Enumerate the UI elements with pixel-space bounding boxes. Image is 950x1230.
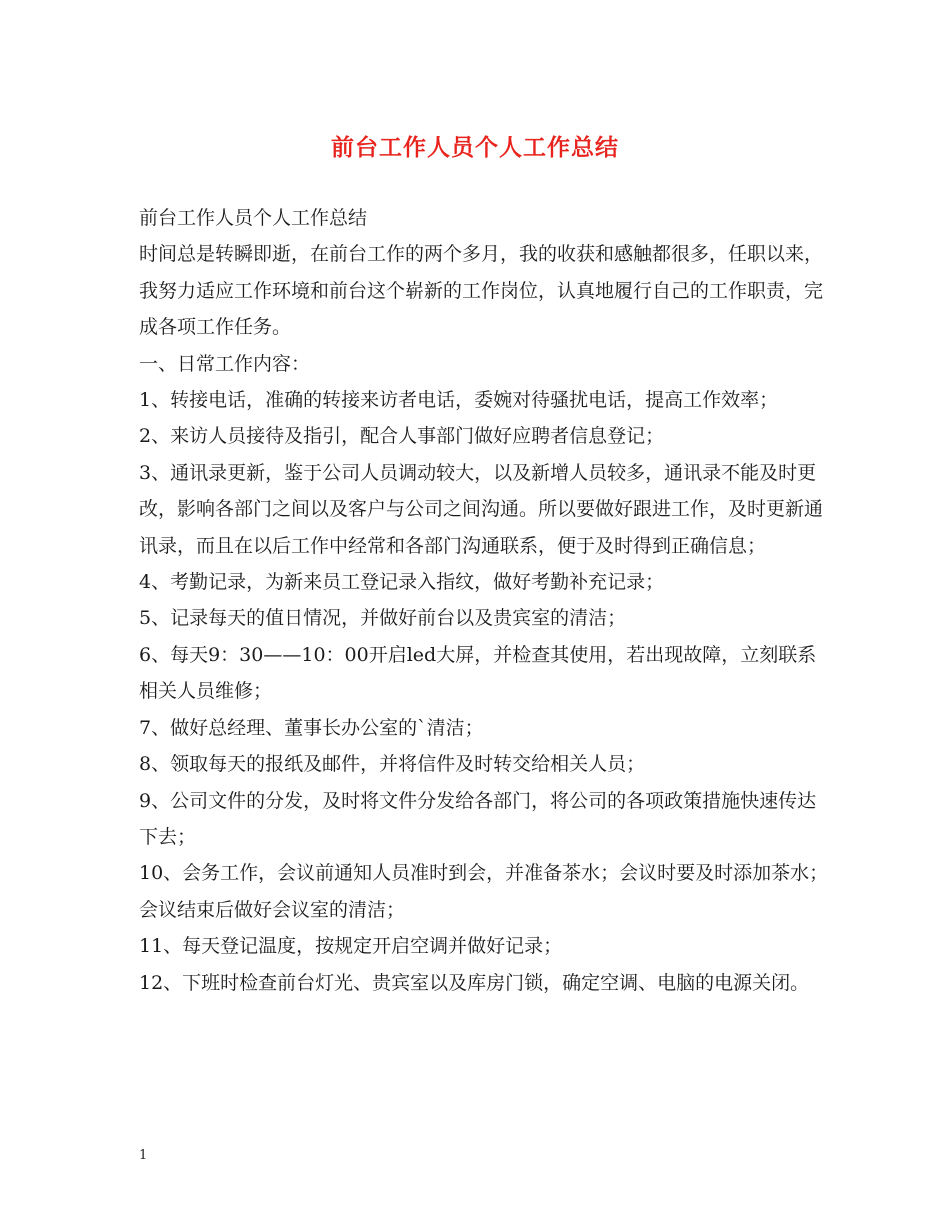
list-item: 4、考勤记录，为新来员工登记录入指纹，做好考勤补充记录； — [139, 571, 665, 594]
document-body — [139, 200, 829, 1001]
document-title: 前台工作人员个人工作总结 — [331, 134, 619, 161]
list-item: 1、转接电话，准确的转接来访者电话，委婉对待骚扰电话，提高工作效率； — [139, 389, 779, 412]
paragraph-intro: 时间总是转瞬即逝，在前台工作的两个多月，我的收获和感触都很多，任职以来，我努力适应工作环境和前台这个崭新的工作岗位，认真地履行自己的工作职责，完成各项工作任务。 — [139, 243, 824, 339]
list-item: 8、领取每天的报纸及邮件，并将信件及时转交给相关人员； — [139, 753, 646, 776]
section-heading-daily-work: 一、日常工作内容： — [139, 352, 311, 375]
page-number: 1 — [139, 1148, 148, 1163]
list-item: 6、每天9：30——10：00开启led大屏，并检查其使用，若出现故障，立刻联系相关人员维修； — [139, 643, 817, 703]
list-item: 11、每天登记温度，按规定开启空调并做好记录； — [139, 935, 563, 958]
paragraph-subtitle: 前台工作人员个人工作总结 — [139, 207, 368, 229]
list-item: 3、通讯录更新，鉴于公司人员调动较大，以及新增人员较多，通讯录不能及时更改，影响各部门之间以及客户与公司之间沟通。所以要做好跟进工作，及时更新通讯录，而且在以后工作中经常和各部门沟通联系，便于及时得到正确信息； — [139, 461, 824, 557]
list-item: 5、记录每天的值日情况，并做好前台以及贵宾室的清洁； — [139, 607, 627, 630]
list-item: 10、会务工作，会议前通知人员准时到会，并准备茶水；会议时要及时添加茶水；会议结束后做好会议室的清洁； — [139, 862, 829, 921]
list-item: 7、做好总经理、董事长办公室的`清洁； — [139, 716, 484, 739]
list-item: 2、来访人员接待及指引，配合人事部门做好应聘者信息登记； — [139, 425, 665, 448]
list-item: 12、下班时检查前台灯光、贵宾室以及库房门锁，确定空调、电脑的电源关闭。 — [139, 971, 810, 994]
list-item: 9、公司文件的分发，及时将文件分发给各部门，将公司的各项政策措施快速传达下去； — [139, 789, 817, 848]
